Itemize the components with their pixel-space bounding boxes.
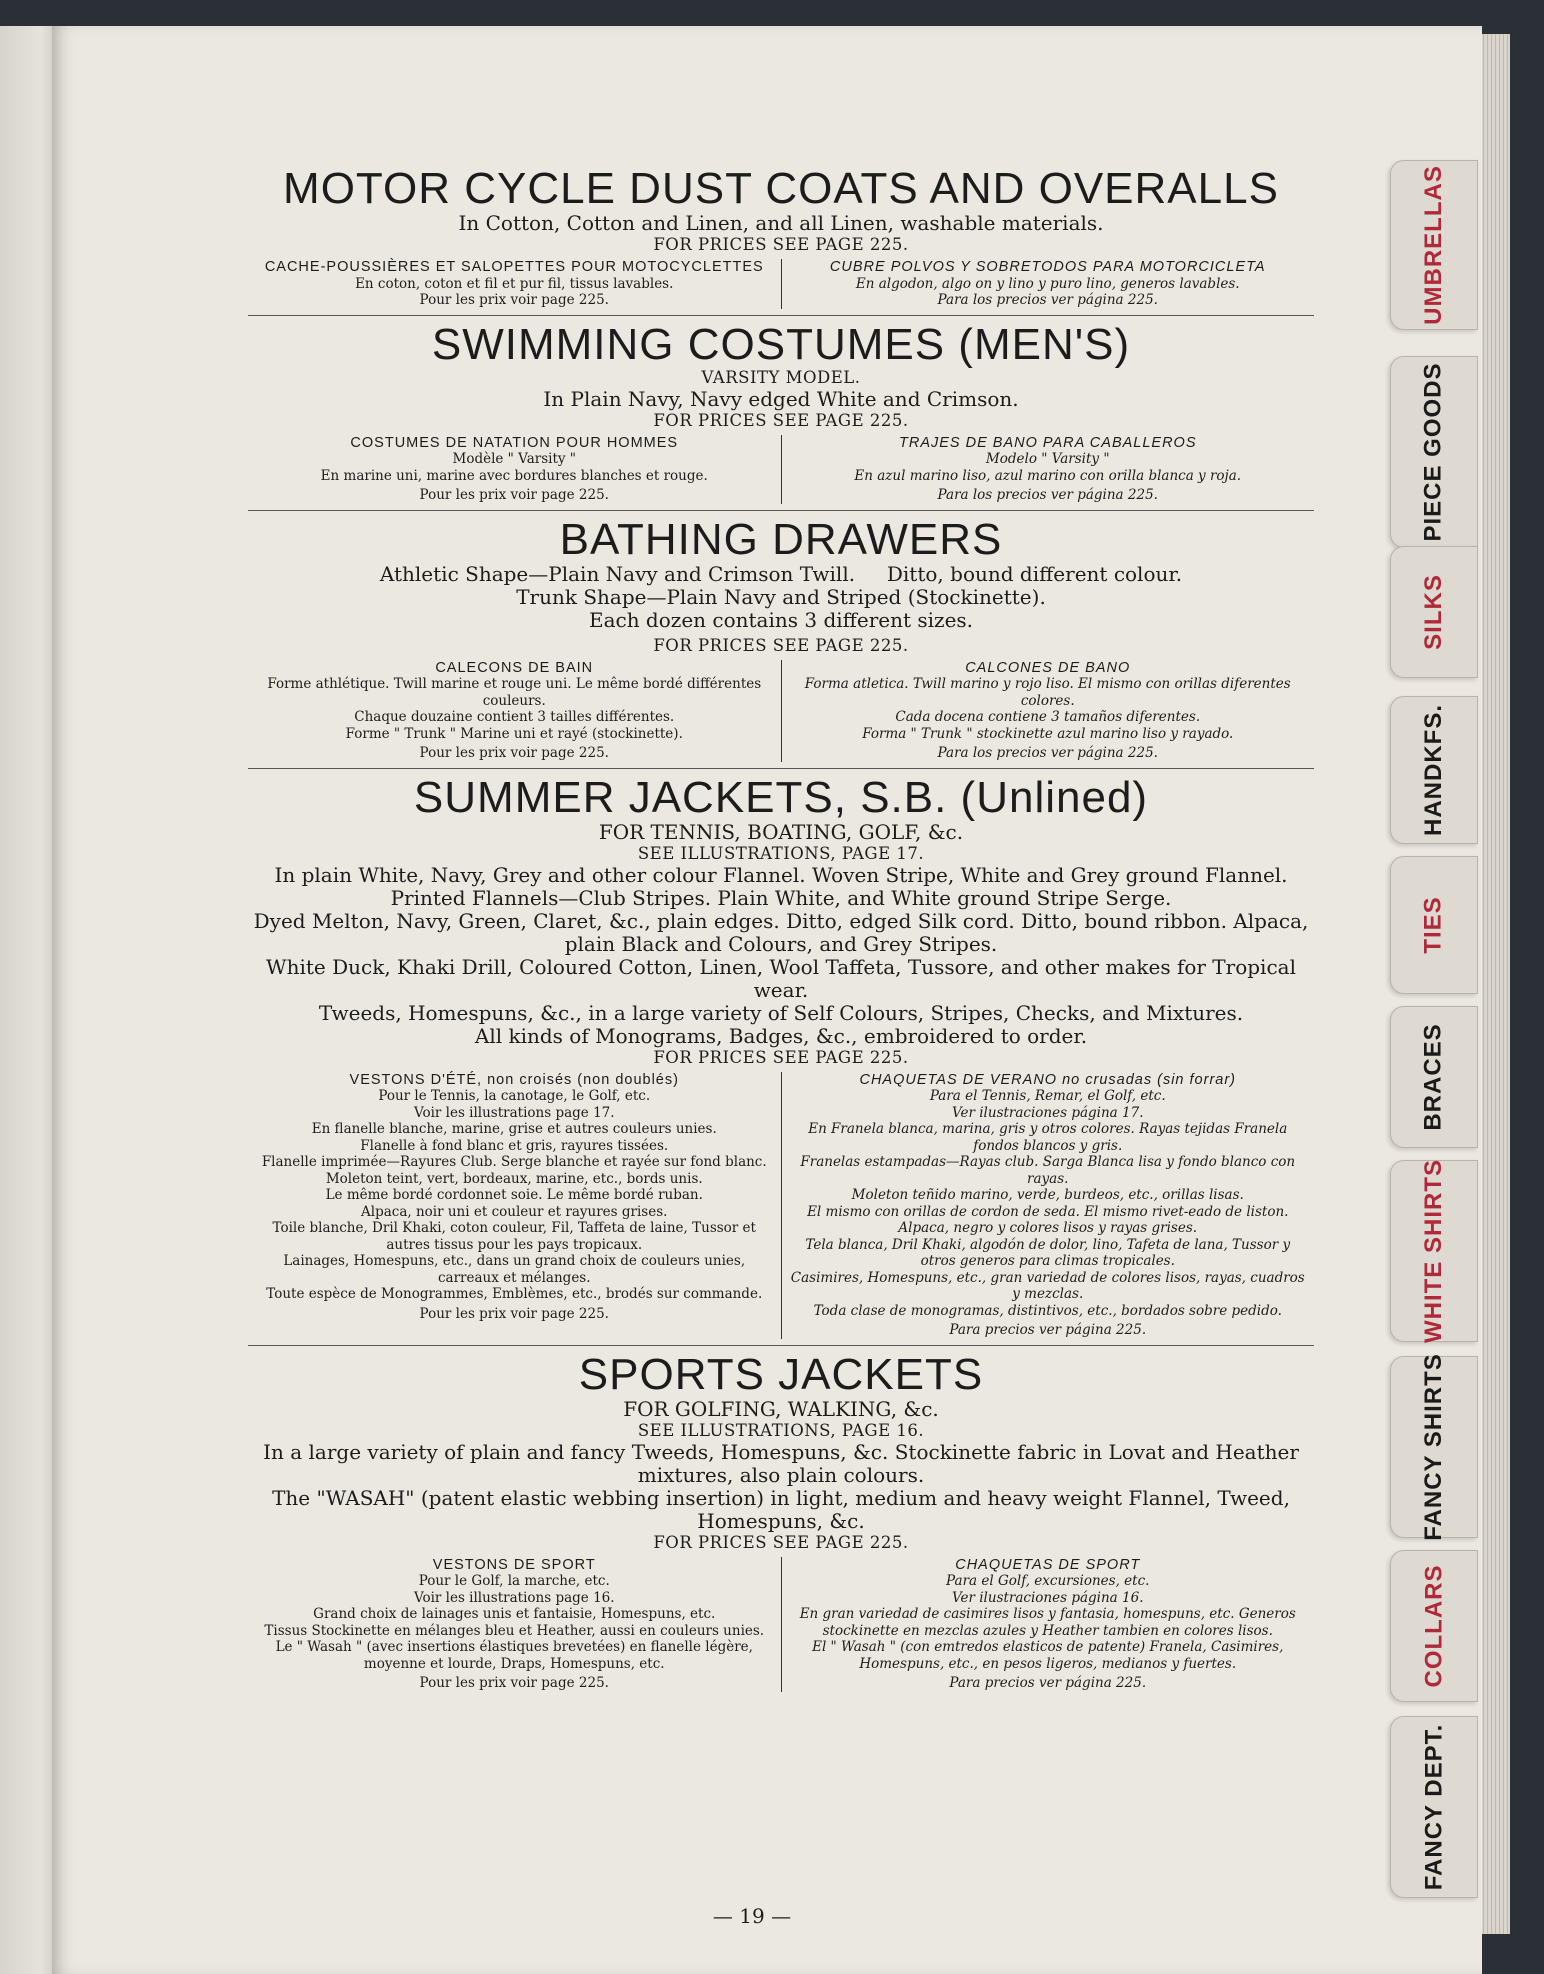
section-title: MOTOR CYCLE DUST COATS AND OVERALLS	[283, 164, 1279, 213]
spanish-column	[782, 259, 1315, 309]
page-content	[248, 166, 1314, 1692]
french-body: Modèle " Varsity " En marine uni, marine avec bordures blanches et rouge.	[320, 451, 708, 484]
section-divider	[248, 315, 1314, 316]
section-line: Tweeds, Homespuns, &c., in a large variety of Self Colours, Stripes, Checks, and Mixtures.	[318, 1000, 1244, 1025]
translation-columns	[248, 660, 1314, 762]
section-title: SUMMER JACKETS, S.B. (Unlined)	[413, 772, 1149, 822]
section-subtitle: FOR TENNIS, BOATING, GOLF, &c.	[598, 819, 964, 844]
french-heading: COSTUMES DE NATATION POUR HOMMES	[350, 434, 679, 451]
tab-white-shirts[interactable]	[1390, 1160, 1478, 1342]
translation-columns	[248, 1557, 1314, 1692]
section-divider	[248, 768, 1314, 769]
french-prices: Pour les prix voir page 225.	[419, 1305, 609, 1322]
french-heading: VESTONS DE SPORT	[432, 1556, 596, 1573]
section-line: Athletic Shape—Plain Navy and Crimson Twill. Ditto, bound different colour.	[379, 561, 1183, 586]
french-column	[248, 435, 782, 504]
spanish-heading: CALCONES DE BANO	[965, 659, 1131, 676]
spanish-prices: Para los precios ver página 225.	[937, 487, 1158, 503]
tab-label: FANCY SHIRTS	[1420, 1353, 1447, 1541]
spanish-heading: CHAQUETAS DE SPORT	[955, 1556, 1141, 1573]
spanish-body: Para el Tennis, Remar, el Golf, etc. Ver ilustraciones página 17. En Franela blanca, marina, gris y otros colores. Rayas tejidas Franela fondos blancos y gris. Franelas estampadas—Rayas club. Sarga Blanca lisa y fondo blanco con rayas. Moleton teñido marino, verde, burdeos, etc., orillas lisas. El mismo con orillas de cordon de seda. El mismo rivet-eado de liston. Alpaca, negro y colores lisos y rayas grises. Tela blanca, Dril Khaki, algodón de dolor, lino, Tafeta de lana, Tussor y otros generos para climas tropicales. Casimires, Homespuns, etc., gran variedad de colores lisos, rayas, cuadros y mezclas. Toda clase de monogramas, distintivos, etc., bordados sobre pedido.	[790, 1088, 1305, 1319]
spanish-body: Para el Golf, excursiones, etc. Ver ilustraciones página 16. En gran variedad de casimires lisos y fantasia, homespuns, etc. Generos stockinette en mezclas azules y Heather tambien en colores lisos. El " Wasah " (con emtredos elasticos de patente) Franela, Casimires, Homespuns, etc., en pesos ligeros, medianos y fuertes.	[799, 1573, 1296, 1672]
french-prices: Pour les prix voir page 225.	[419, 487, 609, 503]
tab-label: COLLARS	[1420, 1564, 1447, 1688]
prices-note: FOR PRICES SEE PAGE 225.	[653, 1047, 909, 1067]
section-divider	[248, 1345, 1314, 1346]
french-heading: VESTONS D'ÉTÉ, non croisés (non doublés)	[349, 1071, 679, 1088]
section-line: In Cotton, Cotton and Linen, and all Linen, washable materials.	[458, 211, 1104, 235]
section-line: In plain White, Navy, Grey and other colour Flannel. Woven Stripe, White and Grey ground Flannel.	[274, 862, 1288, 887]
section-subtitle: VARSITY MODEL.	[701, 367, 861, 387]
illustrations-note: SEE ILLUSTRATIONS, PAGE 17.	[637, 843, 925, 863]
section-title: SWIMMING COSTUMES (MEN'S)	[431, 319, 1131, 369]
section-line: In Plain Navy, Navy edged White and Crimson.	[543, 386, 1019, 411]
french-heading: CACHE-POUSSIÈRES ET SALOPETTES POUR MOTOCYCLETTES	[264, 259, 764, 275]
spanish-column	[782, 435, 1315, 504]
section-line: The "WASAH" (patent elastic webbing insertion) in light, medium and heavy weight Flannel, Tweed, Homespuns, &c.	[272, 1485, 1290, 1533]
french-body: En coton, coton et fil et pur fil, tissus lavables.	[355, 275, 674, 292]
tab-silks[interactable]	[1390, 546, 1478, 678]
french-column	[248, 1557, 782, 1692]
translation-columns	[248, 1072, 1314, 1339]
french-prices: Pour les prix voir page 225.	[419, 745, 609, 761]
tab-ties[interactable]	[1390, 856, 1478, 994]
tab-fancy-shirts[interactable]	[1390, 1353, 1478, 1541]
spanish-column	[782, 1072, 1315, 1339]
spanish-column	[782, 1557, 1315, 1692]
tab-label: WHITE SHIRTS	[1420, 1159, 1447, 1343]
french-prices: Pour les prix voir page 225.	[419, 292, 609, 308]
tab-label: PIECE GOODS	[1420, 362, 1448, 542]
tab-label: BRACES	[1420, 1023, 1447, 1131]
tab-label: UMBRELLAS	[1420, 165, 1447, 325]
spanish-heading: TRAJES DE BANO PARA CABALLEROS	[898, 434, 1197, 451]
tab-label: SILKS	[1420, 574, 1447, 650]
facing-page-edge	[0, 26, 58, 1974]
section-line: Each dozen contains 3 different sizes.	[588, 607, 974, 632]
section-title: BATHING DRAWERS	[559, 514, 1003, 564]
section-summer-jackets	[248, 772, 1314, 1346]
spanish-heading: CUBRE POLVOS Y SOBRETODOS PARA MOTORCICLETA	[829, 259, 1266, 275]
spanish-prices: Para precios ver página 225.	[949, 1675, 1147, 1691]
index-tabs	[1390, 160, 1500, 1940]
spanish-body: Forma atletica. Twill marino y rojo liso. El mismo con orillas diferentes colores. Cada docena contiene 3 tamaños diferentes. Forma " Trunk " stockinette azul marino liso y rayado.	[804, 676, 1291, 742]
spanish-prices: Para los precios ver página 225.	[937, 745, 1158, 761]
french-column	[248, 259, 782, 309]
french-column	[248, 660, 782, 762]
translation-columns	[248, 435, 1314, 504]
spanish-prices: Para precios ver página 225.	[949, 1322, 1147, 1338]
section-line: In a large variety of plain and fancy Tweeds, Homespuns, &c. Stockinette fabric in Lovat and Heather mixtures, also plain colours.	[263, 1439, 1299, 1487]
prices-note: FOR PRICES SEE PAGE 225.	[653, 410, 909, 430]
section-subtitle: FOR GOLFING, WALKING, &c.	[623, 1396, 939, 1421]
section-sports-jackets	[248, 1349, 1314, 1692]
prices-note: FOR PRICES SEE PAGE 225.	[653, 1532, 909, 1552]
section-line: All kinds of Monograms, Badges, &c., embroidered to order.	[474, 1023, 1088, 1048]
tab-braces[interactable]	[1390, 1006, 1478, 1148]
section-line: Trunk Shape—Plain Navy and Striped (Stockinette).	[516, 584, 1046, 609]
section-bathing-drawers	[248, 514, 1314, 769]
tab-piece-goods[interactable]	[1390, 356, 1478, 548]
section-line: Dyed Melton, Navy, Green, Claret, &c., plain edges. Ditto, edged Silk cord. Ditto, bound ribbon. Alpaca, plain Black and Colours, and Grey Stripes.	[253, 908, 1309, 956]
tab-fancy-dept[interactable]	[1390, 1716, 1478, 1898]
illustrations-note: SEE ILLUSTRATIONS, PAGE 16.	[637, 1420, 925, 1440]
tab-umbrellas[interactable]	[1390, 160, 1478, 330]
spanish-body: Modelo " Varsity " En azul marino liso, azul marino con orilla blanca y roja.	[854, 451, 1242, 484]
tab-label: HANDKFS.	[1420, 704, 1447, 836]
prices-note: FOR PRICES SEE PAGE 225.	[653, 635, 909, 655]
section-divider	[248, 510, 1314, 511]
section-line: White Duck, Khaki Drill, Coloured Cotton, Linen, Wool Taffeta, Tussore, and other makes for Tropical wear.	[266, 954, 1296, 1002]
french-column	[248, 1072, 782, 1339]
page-number	[52, 1904, 1482, 1928]
french-body: Forme athlétique. Twill marine et rouge uni. Le même bordé différentes couleurs. Chaque douzaine contient 3 tailles différentes. Forme " Trunk " Marine uni et rayé (stockinette).	[267, 676, 762, 742]
spanish-prices: Para los precios ver página 225.	[937, 292, 1158, 308]
section-motor-cycle-coats	[248, 166, 1314, 316]
spanish-heading: CHAQUETAS DE VERANO no crusadas (sin forrar)	[859, 1071, 1236, 1088]
section-title: SPORTS JACKETS	[578, 1349, 984, 1399]
translation-columns	[248, 259, 1314, 309]
prices-note: FOR PRICES SEE PAGE 225.	[653, 235, 909, 254]
tab-label: FANCY DEPT.	[1420, 1723, 1447, 1891]
page-number-text: — 19 —	[712, 1904, 792, 1928]
catalogue-page	[52, 26, 1482, 1974]
french-heading: CALECONS DE BAIN	[435, 659, 594, 676]
spanish-column	[782, 660, 1315, 762]
french-prices: Pour les prix voir page 225.	[419, 1675, 609, 1691]
tab-collars[interactable]	[1390, 1550, 1478, 1702]
spanish-body: En algodon, algo on y lino y puro lino, generos lavables.	[855, 275, 1240, 292]
section-line: Printed Flannels—Club Stripes. Plain White, and White ground Stripe Serge.	[390, 885, 1172, 910]
french-body: Pour le Tennis, la canotage, le Golf, etc. Voir les illustrations page 17. En flanelle blanche, marine, grise et autres couleurs unies. Flanelle à fond blanc et gris, rayures tissées. Flanelle imprimée—Rayures Club. Serge blanche et rayée sur fond blanc. Moleton teint, vert, bordeaux, marine, etc., bords unis. Le même bordé cordonnet soie. Le même bordé ruban. Alpaca, noir uni et couleur et rayures grises. Toile blanche, Dril Khaki, coton couleur, Fil, Taffeta de laine, Tussor et autres tissus pour les pays tropicaux. Lainages, Homespuns, etc., dans un grand choix de couleurs unies, carreaux et mélanges. Toute espèce de Monogrammes, Emblèmes, etc., brodés sur commande.	[261, 1088, 767, 1302]
tab-label: TIES	[1420, 896, 1447, 954]
tab-handkfs[interactable]	[1390, 696, 1478, 844]
section-swimming-costumes	[248, 319, 1314, 511]
french-body: Pour le Golf, la marche, etc. Voir les illustrations page 16. Grand choix de lainages unis et fantaisie, Homespuns, etc. Tissus Stockinette en mélanges bleu et Heather, aussi en couleurs unies. Le " Wasah " (avec insertions élastiques brevetées) en flanelle légère, moyenne et lourde, Draps, Homespuns, etc.	[264, 1573, 765, 1672]
